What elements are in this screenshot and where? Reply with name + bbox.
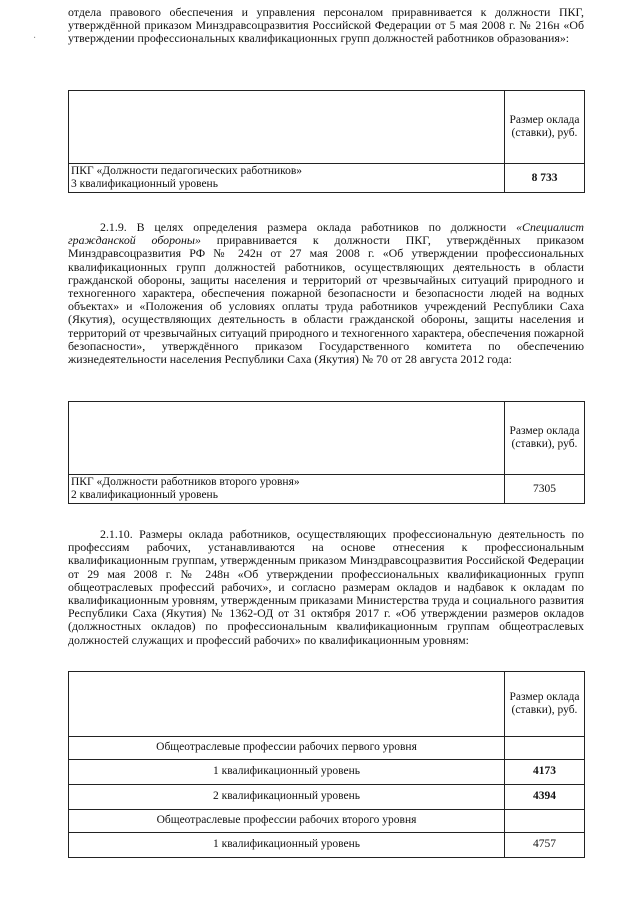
table-3-group-2-label: Общеотраслевые профессии рабочих второго уровня [69, 810, 505, 833]
paragraph-2-block [68, 221, 584, 366]
table-1-row [69, 164, 585, 193]
table-2-row-value: 7305 [505, 475, 585, 504]
paragraph-2-italic: «Специалист гражданской обороны» [68, 220, 584, 248]
table-3-row [69, 785, 585, 810]
salary-table-2 [68, 401, 585, 504]
table-2-header-empty [69, 402, 505, 475]
table-3-header-row [69, 672, 585, 737]
table-1-header-size: Размер оклада (ставки), руб. [505, 91, 585, 164]
paragraph-1: отдела правового обеспечения и управления персоналом приравнивается к должности ПКГ, утверждённой приказом Минздравсоцразвития Российской Федерации от 5 мая 2008 г. № 216н «Об утверждении профессиональных квалификационных групп должностей работников образования»: [68, 5, 584, 46]
table-2-row-label-line-1: ПКГ «Должности работников второго уровня» [71, 476, 300, 488]
paragraph-3-block [68, 528, 584, 647]
table-3-group-1-empty [505, 737, 585, 760]
table-3-block [68, 671, 584, 858]
table-3-row [69, 833, 585, 858]
salary-table-1 [68, 90, 585, 193]
paragraph-2-rest: приравнивается к должности ПКГ, утверждённых приказом Минздравсоцразвития РФ № 242н от 27 мая 2008 г. «Об утверждении профессиональных квалификационных групп должностей работников, осуществляющих деятельность в области гражданской обороны, защиты населения и территорий от чрезвычайных ситуаций природного и техногенного характера, обеспечения пожарной безопасности и безопасности людей на водных объектах» и «Положения об условиях оплаты труда работников учреждений Республики Саха (Якутия), осуществляющих деятельность в области гражданской обороны, защиты населения и территорий от чрезвычайных ситуаций природного и техногенного характера, обеспечения пожарной безопасности», утверждённого приказом Государственного комитета по обеспечению жизнедеятельности населения Республики Саха (Якутия) № 70 от 28 августа 2012 года: [68, 233, 584, 367]
table-1-header-row [69, 91, 585, 164]
table-3-group-2-empty [505, 810, 585, 833]
table-2-row-label-line-2: 2 квалификационный уровень [71, 489, 218, 502]
table-3-g2-value-1: 4757 [505, 833, 585, 858]
table-1-header-empty [69, 91, 505, 164]
paragraph-3: 2.1.10. Размеры оклада работников, осуществляющих профессиональную деятельность по профессиям рабочих, устанавливаются на основе отнесения к профессиональным квалификационным группам, утвержденным приказом Минздравсоцразвития Российской Федерации от 29 мая 2008 г. № 248н «Об утверждении профессиональных квалификационных групп общеотраслевых профессий рабочих», и согласно размерам окладов и надбавок к окладам по квалификационным уровням, утвержденным приказами Министерства труда и социального развития Республики Саха (Якутия) № 1362-ОД от 31 октября 2017 г. «Об утверждении размеров окладов (должностных окладов) по профессиональным квалификационным группам общеотраслевых должностей служащих и профессий рабочих» по квалификационным уровням: [68, 527, 584, 647]
margin-mark: . [33, 30, 37, 41]
table-1-block [68, 90, 584, 193]
table-2-header-row [69, 402, 585, 475]
table-1-row-value: 8 733 [505, 164, 585, 193]
table-2-row [69, 475, 585, 504]
table-1-row-label-line-1: ПКГ «Должности педагогических работников» [71, 165, 303, 177]
table-3-group-2-row [69, 810, 585, 833]
table-3-group-1-label: Общеотраслевые профессии рабочих первого уровня [69, 737, 505, 760]
paragraph-2 [68, 221, 584, 366]
table-3-g1-level-2: 2 квалификационный уровень [69, 785, 505, 810]
table-3-g2-level-1: 1 квалификационный уровень [69, 833, 505, 858]
paragraph-1-block [68, 6, 584, 46]
table-3-g1-value-1: 4173 [505, 760, 585, 785]
table-2-block [68, 401, 584, 504]
table-1-row-label [69, 164, 505, 193]
table-2-row-label [69, 475, 505, 504]
paragraph-2-lead: 2.1.9. В целях определения размера оклада работников по должности [100, 220, 517, 234]
table-1-row-label-line-2: 3 квалификационный уровень [71, 178, 218, 191]
table-3-row [69, 760, 585, 785]
salary-table-3 [68, 671, 585, 858]
table-3-group-1-row [69, 737, 585, 760]
table-3-g1-level-1: 1 квалификационный уровень [69, 760, 505, 785]
table-3-g1-value-2: 4394 [505, 785, 585, 810]
table-2-header-size: Размер оклада (ставки), руб. [505, 402, 585, 475]
table-3-header-size: Размер оклада (ставки), руб. [505, 672, 585, 737]
table-3-header-empty [69, 672, 505, 737]
